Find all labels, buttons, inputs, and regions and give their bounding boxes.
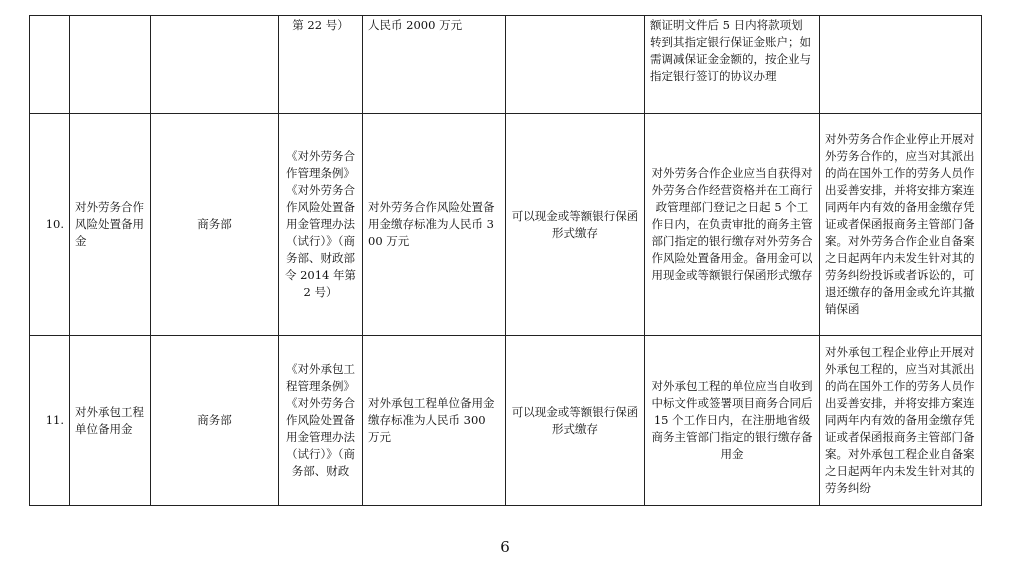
cell-basis: 《对外劳务合作管理条例》《对外劳务合作风险处置备用金管理办法（试行）》（商务部、财政部令 2014 年第 2 号）: [279, 114, 363, 336]
cell-time: 对外承包工程的单位应当自收到中标文件或签署项目商务合同后 15 个工作日内，在注册地省级商务主管部门指定的银行缴存备用金: [645, 336, 820, 506]
cell-standard: 对外承包工程单位备用金缴存标准为人民币 300 万元: [363, 336, 506, 506]
cell-refund: 对外承包工程企业停止开展对外承包工程的，应当对其派出的尚在国外工作的劳务人员作出妥善安排，并将安排方案连同两年内有效的备用金缴存凭证或者保函报商务主管部门备案。对外承包工程企业自备案之日起两年内未发生针对其的劳务纠纷: [820, 336, 982, 506]
cell-basis: 《对外承包工程管理条例》《对外劳务合作风险处置备用金管理办法（试行）》（商务部、财政: [279, 336, 363, 506]
cell-standard: 人民币 2000 万元: [363, 16, 506, 114]
cell-refund: 对外劳务合作企业停止开展对外劳务合作的，应当对其派出的尚在国外工作的劳务人员作出妥善安排，并将安排方案连同两年内有效的备用金缴存凭证或者保函报商务主管部门备案。对外劳务合作企业自备案之日起两年内未发生针对其的劳务纠纷投诉或者诉讼的，可退还缴存的备用金或允许其撤销保函: [820, 114, 982, 336]
cell-form: 可以现金或等额银行保函形式缴存: [506, 114, 645, 336]
table-row: [30, 114, 982, 336]
cell-form: [506, 16, 645, 114]
cell-number: 11.: [30, 336, 70, 506]
cell-name: [70, 16, 151, 114]
table-row: [30, 336, 982, 506]
cell-name: 对外劳务合作风险处置备用金: [70, 114, 151, 336]
table-row: [30, 16, 982, 114]
cell-number: 10.: [30, 114, 70, 336]
cell-name: 对外承包工程单位备用金: [70, 336, 151, 506]
cell-time: 对外劳务合作企业应当自获得对外劳务合作经营资格并在工商行政管理部门登记之日起 5 个工作日内，在负责审批的商务主管部门指定的银行缴存对外劳务合作风险处置备用金。备用金可以用现金或等额银行保函形式缴存: [645, 114, 820, 336]
cell-form: 可以现金或等额银行保函形式缴存: [506, 336, 645, 506]
page-number: 6: [500, 538, 510, 556]
cell-department: 商务部: [151, 114, 279, 336]
cell-time: 额证明文件后 5 日内将款项划转到其指定银行保证金账户；如需调减保证金金额的，按企业与指定银行签订的协议办理: [645, 16, 820, 114]
cell-refund: [820, 16, 982, 114]
requirements-table: [29, 15, 982, 506]
cell-number: [30, 16, 70, 114]
cell-basis: 第 22 号）: [279, 16, 363, 114]
cell-department: 商务部: [151, 336, 279, 506]
cell-department: [151, 16, 279, 114]
cell-standard: 对外劳务合作风险处置备用金缴存标准为人民币 300 万元: [363, 114, 506, 336]
